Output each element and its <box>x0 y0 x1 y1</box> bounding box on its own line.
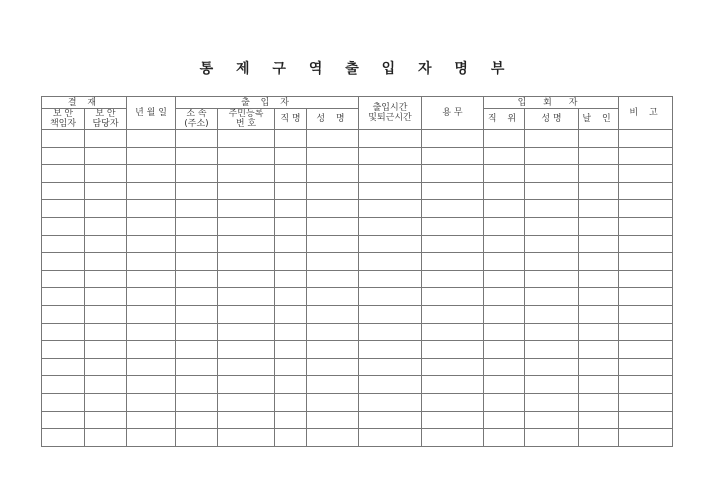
table-cell[interactable] <box>422 411 484 429</box>
table-cell[interactable] <box>619 305 673 323</box>
header-witness-name: 성 명 <box>525 109 579 130</box>
table-cell[interactable] <box>484 200 525 218</box>
table-cell[interactable] <box>127 270 176 288</box>
table-cell[interactable] <box>127 411 176 429</box>
table-cell[interactable] <box>275 165 307 183</box>
table-cell[interactable] <box>422 165 484 183</box>
table-cell[interactable] <box>359 200 422 218</box>
table-cell[interactable] <box>127 393 176 411</box>
table-cell[interactable] <box>307 323 359 341</box>
table-row <box>42 305 673 323</box>
table-cell[interactable] <box>359 217 422 235</box>
table-cell[interactable] <box>579 235 619 253</box>
table-cell[interactable] <box>85 288 127 306</box>
table-cell[interactable] <box>42 147 85 165</box>
table-cell[interactable] <box>275 305 307 323</box>
table-cell[interactable] <box>484 165 525 183</box>
table-cell[interactable] <box>275 130 307 148</box>
table-cell[interactable] <box>359 288 422 306</box>
table-cell[interactable] <box>579 323 619 341</box>
header-witness-position: 직 위 <box>484 109 525 130</box>
table-cell[interactable] <box>619 182 673 200</box>
table-cell[interactable] <box>42 429 85 447</box>
table-cell[interactable] <box>525 376 579 394</box>
table-cell[interactable] <box>422 147 484 165</box>
table-cell[interactable] <box>579 165 619 183</box>
table-cell[interactable] <box>275 341 307 359</box>
table-cell[interactable] <box>42 305 85 323</box>
table-cell[interactable] <box>85 429 127 447</box>
table-cell[interactable] <box>484 182 525 200</box>
table-cell[interactable] <box>422 130 484 148</box>
table-cell[interactable] <box>619 165 673 183</box>
table-cell[interactable] <box>218 235 275 253</box>
table-cell[interactable] <box>619 235 673 253</box>
table-cell[interactable] <box>85 376 127 394</box>
table-cell[interactable] <box>275 253 307 271</box>
table-cell[interactable] <box>275 147 307 165</box>
table-cell[interactable] <box>218 217 275 235</box>
table-row <box>42 393 673 411</box>
table-cell[interactable] <box>85 411 127 429</box>
table-cell[interactable] <box>42 270 85 288</box>
table-cell[interactable] <box>42 323 85 341</box>
table-row <box>42 165 673 183</box>
table-cell[interactable] <box>422 288 484 306</box>
table-cell[interactable] <box>525 182 579 200</box>
table-cell[interactable] <box>85 130 127 148</box>
table-cell[interactable] <box>359 341 422 359</box>
table-cell[interactable] <box>176 323 218 341</box>
page-title: 통 제 구 역 출 입 자 명 부 <box>199 61 514 77</box>
table-row <box>42 429 673 447</box>
header-approval: 결 재 <box>42 97 127 109</box>
table-cell[interactable] <box>619 323 673 341</box>
table-cell[interactable] <box>484 305 525 323</box>
table-cell[interactable] <box>484 217 525 235</box>
table-cell[interactable] <box>307 270 359 288</box>
table-cell[interactable] <box>484 393 525 411</box>
header-resident-number: 주민등록 번 호 <box>218 109 275 130</box>
table-cell[interactable] <box>484 429 525 447</box>
table-cell[interactable] <box>42 217 85 235</box>
table-row <box>42 253 673 271</box>
table-cell[interactable] <box>85 217 127 235</box>
header-witness: 입 회 자 <box>484 97 619 109</box>
table-row <box>42 130 673 148</box>
table-cell[interactable] <box>579 411 619 429</box>
header-affiliation: 소 속 (주소) <box>176 109 218 130</box>
table-cell[interactable] <box>579 376 619 394</box>
table-cell[interactable] <box>176 411 218 429</box>
header-witness-seal: 날 인 <box>579 109 619 130</box>
table-cell[interactable] <box>218 393 275 411</box>
table-cell[interactable] <box>176 200 218 218</box>
table-cell[interactable] <box>307 253 359 271</box>
table-cell[interactable] <box>307 235 359 253</box>
table-cell[interactable] <box>127 200 176 218</box>
table-cell[interactable] <box>218 288 275 306</box>
table-cell[interactable] <box>85 182 127 200</box>
table-cell[interactable] <box>422 341 484 359</box>
table-cell[interactable] <box>525 358 579 376</box>
table-cell[interactable] <box>525 288 579 306</box>
table-cell[interactable] <box>307 217 359 235</box>
table-cell[interactable] <box>127 341 176 359</box>
table-cell[interactable] <box>484 235 525 253</box>
table-cell[interactable] <box>85 200 127 218</box>
table-cell[interactable] <box>218 358 275 376</box>
table-cell[interactable] <box>42 411 85 429</box>
table-cell[interactable] <box>525 130 579 148</box>
table-cell[interactable] <box>579 200 619 218</box>
table-row <box>42 376 673 394</box>
table-cell[interactable] <box>422 200 484 218</box>
table-cell[interactable] <box>218 200 275 218</box>
table-cell[interactable] <box>275 200 307 218</box>
table-cell[interactable] <box>359 305 422 323</box>
table-cell[interactable] <box>42 376 85 394</box>
table-cell[interactable] <box>127 323 176 341</box>
table-cell[interactable] <box>619 411 673 429</box>
table-cell[interactable] <box>85 341 127 359</box>
table-cell[interactable] <box>218 305 275 323</box>
table-cell[interactable] <box>176 429 218 447</box>
table-row <box>42 217 673 235</box>
table-cell[interactable] <box>85 147 127 165</box>
table-cell[interactable] <box>619 393 673 411</box>
table-cell[interactable] <box>176 358 218 376</box>
table-cell[interactable] <box>359 253 422 271</box>
table-cell[interactable] <box>484 253 525 271</box>
table-cell[interactable] <box>218 376 275 394</box>
table-cell[interactable] <box>127 147 176 165</box>
table-cell[interactable] <box>422 305 484 323</box>
table-cell[interactable] <box>275 393 307 411</box>
table-cell[interactable] <box>422 235 484 253</box>
table-cell[interactable] <box>275 217 307 235</box>
table-cell[interactable] <box>218 165 275 183</box>
table-cell[interactable] <box>422 429 484 447</box>
table-cell[interactable] <box>484 130 525 148</box>
table-cell[interactable] <box>127 165 176 183</box>
table-cell[interactable] <box>307 182 359 200</box>
table-cell[interactable] <box>42 130 85 148</box>
table-cell[interactable] <box>525 305 579 323</box>
table-cell[interactable] <box>422 393 484 411</box>
table-cell[interactable] <box>307 411 359 429</box>
table-cell[interactable] <box>579 182 619 200</box>
table-cell[interactable] <box>275 358 307 376</box>
table-row <box>42 235 673 253</box>
table-cell[interactable] <box>42 341 85 359</box>
header-business: 용 무 <box>422 97 484 130</box>
table-cell[interactable] <box>307 200 359 218</box>
table-cell[interactable] <box>484 341 525 359</box>
table-cell[interactable] <box>176 235 218 253</box>
table-cell[interactable] <box>176 253 218 271</box>
table-cell[interactable] <box>176 130 218 148</box>
table-cell[interactable] <box>275 429 307 447</box>
table-cell[interactable] <box>359 270 422 288</box>
table-cell[interactable] <box>359 429 422 447</box>
table-cell[interactable] <box>127 130 176 148</box>
header-row-top <box>42 97 673 109</box>
table-cell[interactable] <box>127 217 176 235</box>
table-cell[interactable] <box>307 165 359 183</box>
header-entrant-position: 직 명 <box>275 109 307 130</box>
table-cell[interactable] <box>579 270 619 288</box>
table-cell[interactable] <box>484 288 525 306</box>
table-cell[interactable] <box>85 305 127 323</box>
table-cell[interactable] <box>359 358 422 376</box>
table-cell[interactable] <box>85 235 127 253</box>
table-cell[interactable] <box>85 270 127 288</box>
table-cell[interactable] <box>422 323 484 341</box>
table-cell[interactable] <box>176 182 218 200</box>
table-cell[interactable] <box>579 130 619 148</box>
table-cell[interactable] <box>422 253 484 271</box>
table-cell[interactable] <box>525 341 579 359</box>
table-cell[interactable] <box>619 200 673 218</box>
table-row <box>42 147 673 165</box>
table-cell[interactable] <box>85 393 127 411</box>
table-cell[interactable] <box>525 253 579 271</box>
table-cell[interactable] <box>307 288 359 306</box>
header-security-chief: 보 안 책임자 <box>42 109 85 130</box>
table-cell[interactable] <box>42 288 85 306</box>
table-cell[interactable] <box>619 147 673 165</box>
table-cell[interactable] <box>218 411 275 429</box>
table-cell[interactable] <box>307 130 359 148</box>
table-cell[interactable] <box>359 130 422 148</box>
table-cell[interactable] <box>42 253 85 271</box>
table-cell[interactable] <box>127 358 176 376</box>
table-cell[interactable] <box>359 323 422 341</box>
table-row <box>42 200 673 218</box>
table-row <box>42 358 673 376</box>
table-cell[interactable] <box>525 200 579 218</box>
access-log-table <box>41 96 673 447</box>
table-cell[interactable] <box>218 341 275 359</box>
table-cell[interactable] <box>484 323 525 341</box>
table-cell[interactable] <box>218 270 275 288</box>
table-cell[interactable] <box>422 376 484 394</box>
table-cell[interactable] <box>42 358 85 376</box>
table-cell[interactable] <box>525 165 579 183</box>
header-remarks: 비 고 <box>619 97 673 130</box>
table-cell[interactable] <box>218 323 275 341</box>
table-cell[interactable] <box>579 305 619 323</box>
table-cell[interactable] <box>275 235 307 253</box>
table-cell[interactable] <box>176 376 218 394</box>
table-row <box>42 341 673 359</box>
table-cell[interactable] <box>525 147 579 165</box>
table-cell[interactable] <box>422 270 484 288</box>
table-cell[interactable] <box>85 323 127 341</box>
table-cell[interactable] <box>359 411 422 429</box>
table-row <box>42 323 673 341</box>
table-cell[interactable] <box>525 217 579 235</box>
table-cell[interactable] <box>307 341 359 359</box>
table-cell[interactable] <box>275 411 307 429</box>
table-cell[interactable] <box>359 393 422 411</box>
table-cell[interactable] <box>42 235 85 253</box>
table-row <box>42 270 673 288</box>
table-cell[interactable] <box>619 358 673 376</box>
table-cell[interactable] <box>42 165 85 183</box>
table-cell[interactable] <box>619 429 673 447</box>
table-cell[interactable] <box>85 253 127 271</box>
table-cell[interactable] <box>579 217 619 235</box>
table-cell[interactable] <box>127 235 176 253</box>
header-security-officer: 보 안 담당자 <box>85 109 127 130</box>
table-cell[interactable] <box>176 305 218 323</box>
table-cell[interactable] <box>484 358 525 376</box>
table-cell[interactable] <box>422 182 484 200</box>
table-cell[interactable] <box>127 253 176 271</box>
table-cell[interactable] <box>579 147 619 165</box>
table-cell[interactable] <box>307 147 359 165</box>
table-cell[interactable] <box>127 288 176 306</box>
table-cell[interactable] <box>422 358 484 376</box>
table-cell[interactable] <box>579 288 619 306</box>
table-row <box>42 411 673 429</box>
table-cell[interactable] <box>127 429 176 447</box>
table-cell[interactable] <box>176 165 218 183</box>
table-cell[interactable] <box>525 393 579 411</box>
table-cell[interactable] <box>525 323 579 341</box>
table-cell[interactable] <box>218 182 275 200</box>
header-entry-time: 출입시간 및퇴근시간 <box>359 97 422 130</box>
table-cell[interactable] <box>359 235 422 253</box>
header-entrant-name: 성 명 <box>307 109 359 130</box>
table-cell[interactable] <box>484 147 525 165</box>
table-cell[interactable] <box>422 217 484 235</box>
table-cell[interactable] <box>525 235 579 253</box>
table-cell[interactable] <box>176 147 218 165</box>
table-cell[interactable] <box>85 358 127 376</box>
table-cell[interactable] <box>619 217 673 235</box>
table-cell[interactable] <box>359 376 422 394</box>
table-cell[interactable] <box>275 376 307 394</box>
table-cell[interactable] <box>176 393 218 411</box>
table-cell[interactable] <box>359 182 422 200</box>
table-cell[interactable] <box>307 429 359 447</box>
table-cell[interactable] <box>218 253 275 271</box>
table-cell[interactable] <box>525 270 579 288</box>
table-cell[interactable] <box>579 429 619 447</box>
table-cell[interactable] <box>484 270 525 288</box>
table-cell[interactable] <box>619 288 673 306</box>
ledger-body <box>42 130 673 447</box>
table-cell[interactable] <box>42 393 85 411</box>
table-cell[interactable] <box>579 253 619 271</box>
table-cell[interactable] <box>525 411 579 429</box>
table-cell[interactable] <box>525 429 579 447</box>
table-cell[interactable] <box>127 376 176 394</box>
table-cell[interactable] <box>579 358 619 376</box>
table-cell[interactable] <box>307 393 359 411</box>
table-cell[interactable] <box>619 130 673 148</box>
table-cell[interactable] <box>619 341 673 359</box>
table-cell[interactable] <box>275 288 307 306</box>
table-cell[interactable] <box>127 182 176 200</box>
table-cell[interactable] <box>85 165 127 183</box>
table-cell[interactable] <box>42 200 85 218</box>
table-cell[interactable] <box>275 270 307 288</box>
table-cell[interactable] <box>127 305 176 323</box>
table-cell[interactable] <box>579 341 619 359</box>
table-cell[interactable] <box>218 130 275 148</box>
table-cell[interactable] <box>307 376 359 394</box>
table-cell[interactable] <box>307 305 359 323</box>
table-cell[interactable] <box>42 182 85 200</box>
table-cell[interactable] <box>176 288 218 306</box>
table-cell[interactable] <box>619 270 673 288</box>
table-cell[interactable] <box>218 147 275 165</box>
table-cell[interactable] <box>359 165 422 183</box>
table-cell[interactable] <box>619 253 673 271</box>
header-entrant: 출 입 자 <box>176 97 359 109</box>
table-cell[interactable] <box>275 182 307 200</box>
table-cell[interactable] <box>275 323 307 341</box>
table-cell[interactable] <box>176 217 218 235</box>
table-cell[interactable] <box>484 411 525 429</box>
table-cell[interactable] <box>176 270 218 288</box>
table-row <box>42 182 673 200</box>
table-row <box>42 288 673 306</box>
table-cell[interactable] <box>176 341 218 359</box>
table-cell[interactable] <box>307 358 359 376</box>
table-cell[interactable] <box>359 147 422 165</box>
table-cell[interactable] <box>218 429 275 447</box>
header-date: 년 월 일 <box>127 97 176 130</box>
table-cell[interactable] <box>579 393 619 411</box>
table-cell[interactable] <box>619 376 673 394</box>
table-cell[interactable] <box>484 376 525 394</box>
